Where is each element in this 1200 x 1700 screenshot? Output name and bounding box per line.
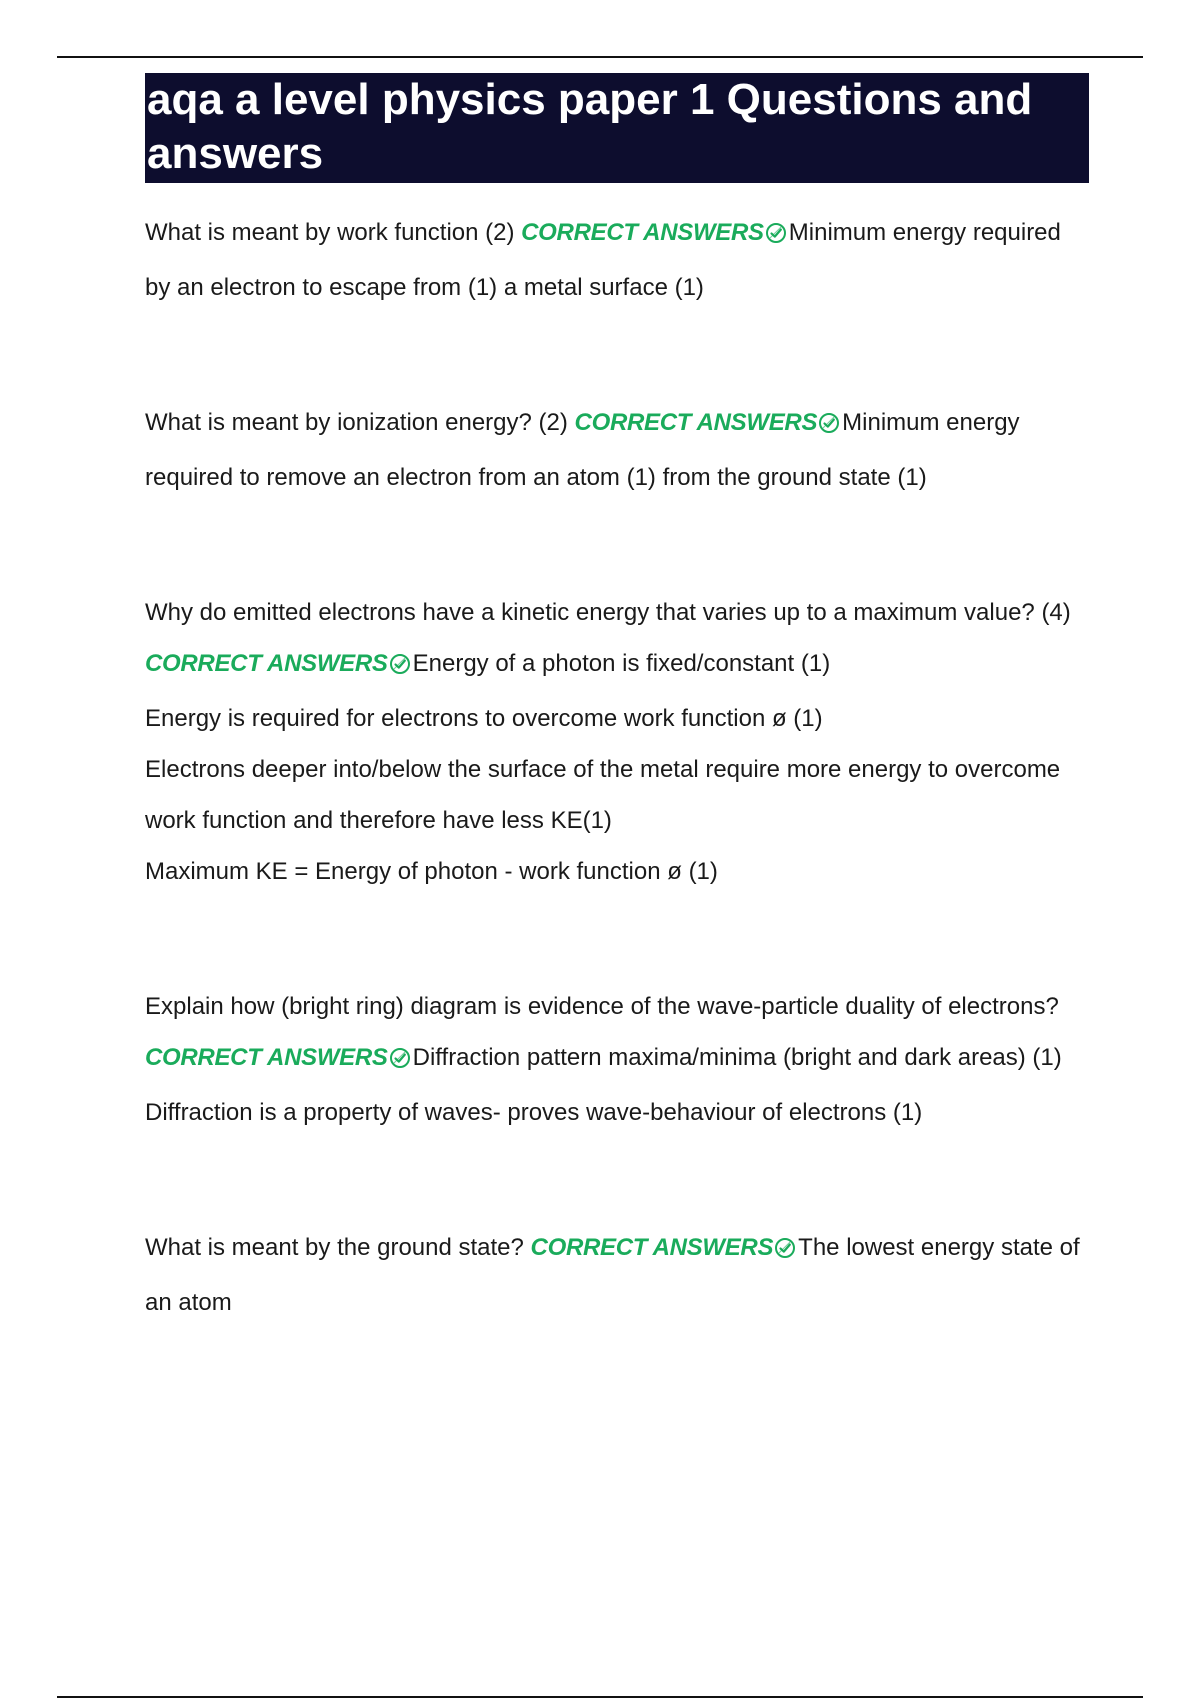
answer-text: Energy of a photon is fixed/constant (1)	[412, 650, 831, 677]
qa-item	[145, 397, 1089, 503]
question-text: What is meant by ionization energy? (2)	[145, 409, 575, 436]
correct-answers-label: CORRECT ANSWERS	[530, 1234, 774, 1261]
question-text: Explain how (bright ring) diagram is evidence of the wave-particle duality of electrons?	[145, 993, 1059, 1020]
qa-list	[145, 207, 1089, 1328]
question-text: Why do emitted electrons have a kinetic energy that varies up to a maximum value? (4)	[145, 599, 1071, 626]
item-spacer	[145, 503, 1089, 587]
answer-text: Diffraction pattern maxima/minima (bright and dark areas) (1)	[412, 1044, 1062, 1071]
question-text: What is meant by work function (2)	[145, 219, 522, 246]
document-page	[145, 73, 1089, 1328]
answer-point: Energy is required for electrons to overcome work function ø (1)	[145, 705, 823, 732]
qa-item	[145, 981, 1089, 1138]
answer-text: Minimum energy required by an electron to escape from (1) a metal surface (1)	[145, 219, 1061, 301]
answer-point: Diffraction is a property of waves- proves wave-behaviour of electrons (1)	[145, 1099, 923, 1126]
check-circle-icon	[389, 642, 411, 693]
qa-main-paragraph	[145, 587, 1089, 693]
check-circle-icon	[774, 1226, 796, 1277]
qa-main-paragraph	[145, 981, 1089, 1087]
answer-point: Maximum KE = Energy of photon - work function ø (1)	[145, 858, 718, 885]
item-spacer	[145, 1138, 1089, 1222]
document-title: aqa a level physics paper 1 Questions and answers	[145, 73, 1089, 183]
qa-item	[145, 207, 1089, 313]
qa-item	[145, 587, 1089, 897]
correct-answers-label: CORRECT ANSWERS	[145, 650, 388, 677]
check-circle-icon	[389, 1036, 411, 1087]
question-text: What is meant by the ground state?	[145, 1234, 531, 1261]
qa-item	[145, 1222, 1089, 1328]
check-circle-icon	[818, 401, 840, 452]
correct-answers-label: CORRECT ANSWERS	[521, 219, 764, 246]
check-circle-icon	[765, 211, 787, 262]
qa-main-paragraph	[145, 207, 1089, 313]
item-spacer	[145, 313, 1089, 397]
correct-answers-label: CORRECT ANSWERS	[145, 1044, 388, 1071]
answer-text: The lowest energy state of an atom	[145, 1234, 1080, 1316]
answer-point: Electrons deeper into/below the surface of the metal require more energy to overcome work function and therefore have less KE(1)	[145, 756, 1061, 834]
item-spacer	[145, 897, 1089, 981]
qa-main-paragraph	[145, 397, 1089, 503]
qa-main-paragraph	[145, 1222, 1089, 1328]
top-rule	[57, 56, 1143, 58]
bottom-rule	[57, 1696, 1143, 1698]
correct-answers-label: CORRECT ANSWERS	[574, 409, 818, 436]
answer-text: Minimum energy required to remove an electron from an atom (1) from the ground state (1)	[145, 409, 1020, 491]
